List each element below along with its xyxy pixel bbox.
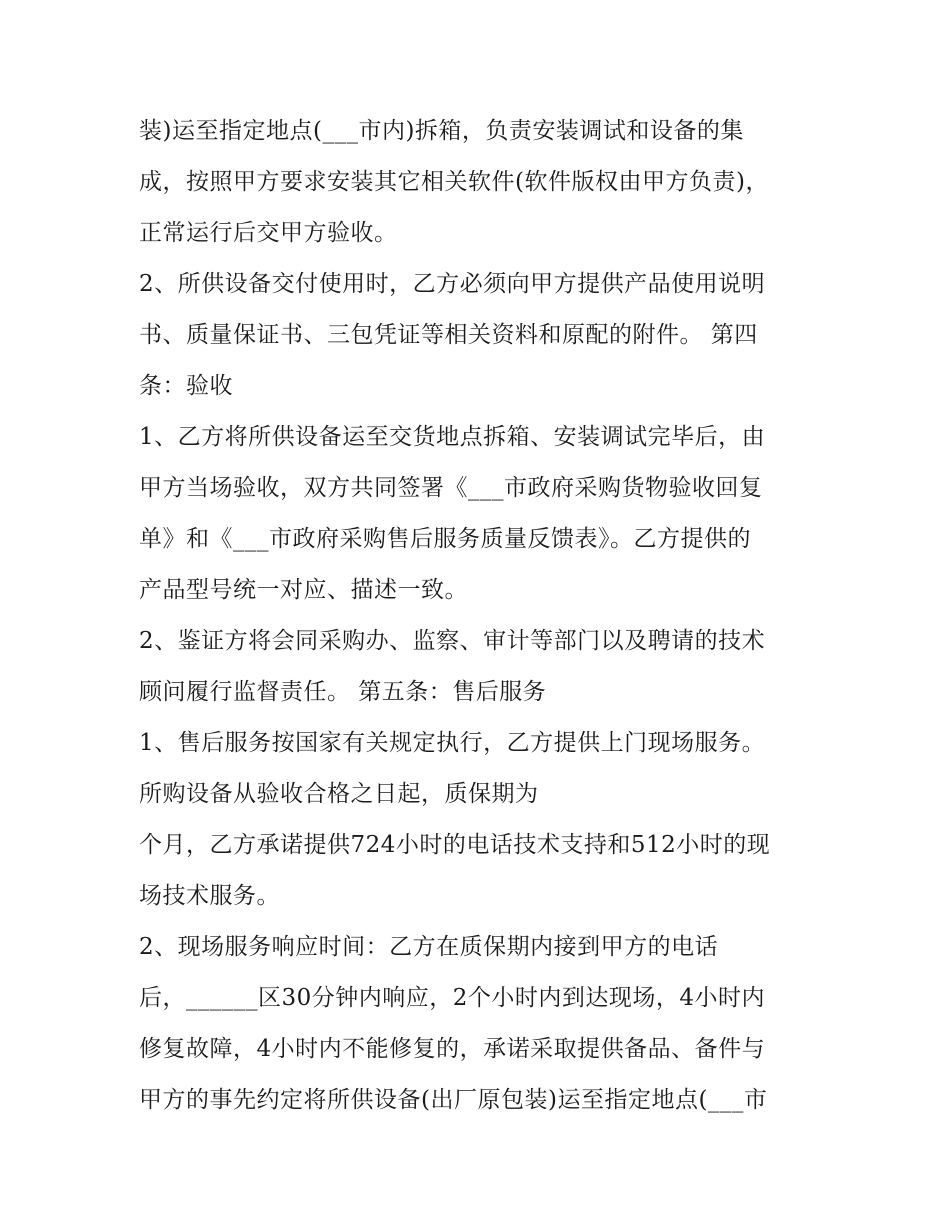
text-line: 甲方的事先约定将所供设备(出厂原包装)运至指定地点(___市 bbox=[139, 1087, 768, 1113]
text-line: 个月，乙方承诺提供724小时的电话技术支持和512小时的现 bbox=[139, 832, 771, 858]
text-line: 场技术服务。 bbox=[139, 883, 280, 909]
text-line: 2、现场服务响应时间：乙方在质保期内接到甲方的电话 bbox=[139, 934, 719, 960]
text-line: 产品型号统一对应、描述一致。 bbox=[139, 577, 468, 603]
text-line: 正常运行后交甲方验收。 bbox=[139, 220, 398, 246]
text-line: 书、质量保证书、三包凭证等相关资料和原配的附件。 第四 bbox=[139, 322, 758, 348]
text-line: 1、乙方将所供设备运至交货地点拆箱、安装调试完毕后，由 bbox=[139, 424, 766, 450]
text-line: 所购设备从验收合格之日起，质保期为 bbox=[139, 781, 539, 807]
text-line: 装)运至指定地点(___市内)拆箱，负责安装调试和设备的集 bbox=[139, 118, 744, 144]
text-line: 甲方当场验收，双方共同签署《___市政府采购货物验收回复 bbox=[139, 475, 763, 501]
text-line: 顾问履行监督责任。 第五条：售后服务 bbox=[139, 679, 547, 705]
text-line: 2、鉴证方将会同采购办、监察、审计等部门以及聘请的技术 bbox=[139, 628, 766, 654]
text-line: 条：验收 bbox=[139, 373, 233, 399]
text-line: 成，按照甲方要求安装其它相关软件(软件版权由甲方负责)， bbox=[139, 169, 769, 195]
document-body bbox=[139, 106, 819, 1126]
text-line: 修复故障，4小时内不能修复的，承诺采取提供备品、备件与 bbox=[139, 1036, 766, 1062]
text-line: 单》和《___市政府采购售后服务质量反馈表》。乙方提供的 bbox=[139, 526, 751, 552]
text-line: 后，______区30分钟内响应，2个小时内到达现场，4小时内 bbox=[139, 985, 766, 1011]
text-line: 2、所供设备交付使用时，乙方必须向甲方提供产品使用说明 bbox=[139, 271, 766, 297]
text-line: 1、售后服务按国家有关规定执行，乙方提供上门现场服务。 bbox=[139, 730, 766, 756]
